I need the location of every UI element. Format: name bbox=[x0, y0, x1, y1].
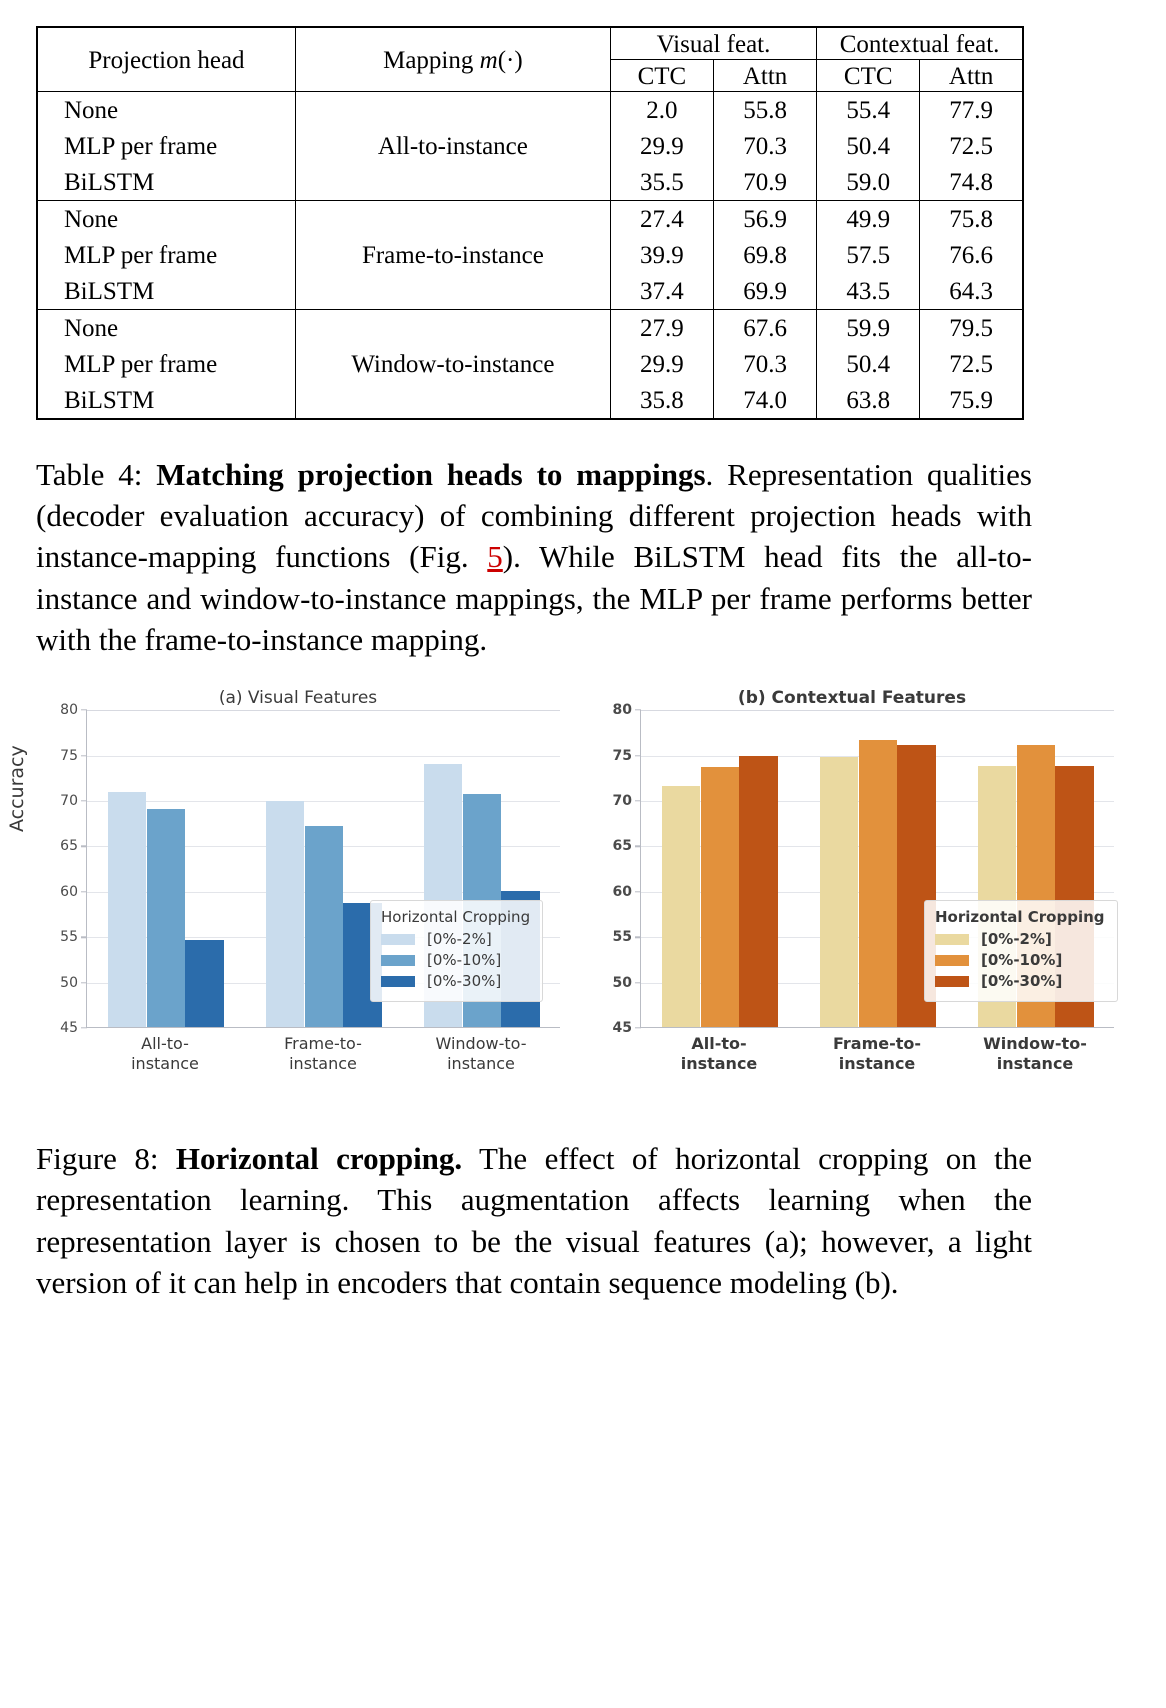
x-axis-tick-label bbox=[802, 1034, 952, 1073]
cell-visual-attn: 55.8 bbox=[714, 92, 817, 129]
y-axis-tick-label: 80 bbox=[60, 702, 78, 719]
table-row bbox=[37, 201, 1023, 238]
header-visual-attn: Attn bbox=[714, 60, 817, 92]
cell-projection-head: None bbox=[37, 201, 295, 238]
x-axis-tick-line: instance bbox=[680, 1053, 758, 1073]
y-axis-tick-label: 55 bbox=[612, 929, 632, 946]
y-axis-tick-label: 45 bbox=[60, 1020, 78, 1037]
cell-visual-ctc: 27.9 bbox=[610, 310, 713, 347]
x-axis-tick-label bbox=[644, 1034, 794, 1073]
legend-title: Horizontal Cropping bbox=[935, 908, 1105, 927]
figure-caption-title: Horizontal cropping. bbox=[175, 1141, 463, 1177]
cell-contextual-ctc: 55.4 bbox=[817, 92, 920, 129]
x-axis-tick-line: Window-to- bbox=[435, 1034, 527, 1054]
cell-contextual-attn: 74.8 bbox=[920, 164, 1023, 201]
figure-8-caption bbox=[36, 1138, 1032, 1303]
legend-item[interactable] bbox=[381, 972, 530, 990]
cell-contextual-ctc: 59.0 bbox=[817, 164, 920, 201]
y-axis-tick-mark bbox=[81, 891, 87, 892]
cell-visual-ctc: 39.9 bbox=[610, 237, 713, 273]
legend-swatch-icon bbox=[935, 976, 969, 987]
cell-contextual-ctc: 59.9 bbox=[817, 310, 920, 347]
chart-a-title: (a) Visual Features bbox=[218, 688, 378, 709]
cell-visual-ctc: 37.4 bbox=[610, 273, 713, 310]
table-4-caption bbox=[36, 454, 1032, 660]
x-axis-tick-line: Frame-to- bbox=[284, 1034, 362, 1054]
y-axis-tick-label: 75 bbox=[612, 747, 632, 764]
cell-contextual-attn: 75.8 bbox=[920, 201, 1023, 238]
cell-visual-attn: 70.3 bbox=[714, 346, 817, 382]
cell-projection-head: BiLSTM bbox=[37, 164, 295, 201]
gridline bbox=[641, 710, 1114, 711]
legend-swatch-icon bbox=[381, 955, 415, 966]
cell-visual-attn: 67.6 bbox=[714, 310, 817, 347]
x-axis-tick-line: instance bbox=[131, 1053, 199, 1073]
x-axis-tick-line: All-to- bbox=[141, 1034, 189, 1054]
x-axis-tick-line: Window-to- bbox=[983, 1034, 1087, 1054]
legend-title: Horizontal Cropping bbox=[381, 908, 531, 927]
cell-visual-ctc: 29.9 bbox=[610, 128, 713, 164]
header-projection-head: Projection head bbox=[37, 27, 295, 92]
cell-contextual-ctc: 49.9 bbox=[817, 201, 920, 238]
header-group-contextual: Contextual feat. bbox=[817, 27, 1023, 60]
chart-panel-contextual-features bbox=[572, 682, 1132, 1112]
cell-contextual-ctc: 57.5 bbox=[817, 237, 920, 273]
cell-contextual-attn: 72.5 bbox=[920, 346, 1023, 382]
cell-visual-ctc: 35.5 bbox=[610, 164, 713, 201]
cell-mapping: Window-to-instance bbox=[295, 310, 610, 420]
x-axis-tick-label bbox=[960, 1034, 1110, 1073]
y-axis-tick-mark bbox=[81, 937, 87, 938]
x-axis-tick-line: instance bbox=[838, 1053, 916, 1073]
header-mapping: Mapping m(·) bbox=[295, 27, 610, 92]
bar bbox=[266, 801, 304, 1027]
legend-swatch-icon bbox=[381, 934, 415, 945]
y-axis-tick-mark bbox=[81, 1027, 87, 1028]
cell-visual-ctc: 35.8 bbox=[610, 382, 713, 419]
chart-b-title: (b) Contextual Features bbox=[737, 688, 967, 709]
y-axis-tick-mark bbox=[635, 982, 641, 983]
x-axis-tick-label bbox=[406, 1034, 556, 1073]
y-axis-tick-mark bbox=[635, 800, 641, 801]
legend-swatch-icon bbox=[935, 955, 969, 966]
cell-projection-head: MLP per frame bbox=[37, 237, 295, 273]
legend-item[interactable] bbox=[381, 951, 530, 969]
cell-visual-ctc: 27.4 bbox=[610, 201, 713, 238]
cell-contextual-ctc: 63.8 bbox=[817, 382, 920, 419]
legend-label: [0%-30%] bbox=[981, 972, 1063, 991]
y-axis-tick-label: 50 bbox=[612, 974, 632, 991]
legend-swatch-icon bbox=[935, 934, 969, 945]
legend-label: [0%-2%] bbox=[981, 930, 1052, 949]
y-axis-tick-label: 60 bbox=[60, 883, 78, 900]
header-visual-ctc: CTC bbox=[610, 60, 713, 92]
table-header-row-1 bbox=[37, 27, 1023, 60]
legend-label: [0%-10%] bbox=[981, 951, 1063, 970]
cell-projection-head: MLP per frame bbox=[37, 346, 295, 382]
cell-contextual-ctc: 50.4 bbox=[817, 128, 920, 164]
legend-label: [0%-30%] bbox=[427, 972, 502, 991]
chart-a-legend[interactable] bbox=[370, 900, 543, 1002]
bar bbox=[701, 767, 739, 1027]
cell-contextual-attn: 77.9 bbox=[920, 92, 1023, 129]
bar bbox=[859, 740, 897, 1027]
y-axis-tick-label: 70 bbox=[60, 792, 78, 809]
y-axis-tick-mark bbox=[81, 982, 87, 983]
cell-projection-head: BiLSTM bbox=[37, 273, 295, 310]
cell-contextual-attn: 79.5 bbox=[920, 310, 1023, 347]
x-axis-tick-line: All-to- bbox=[691, 1034, 747, 1054]
table-4-container bbox=[0, 0, 1166, 420]
x-axis-tick-line: instance bbox=[996, 1053, 1074, 1073]
header-contextual-attn: Attn bbox=[920, 60, 1023, 92]
bar bbox=[305, 826, 343, 1027]
table-row bbox=[37, 92, 1023, 129]
y-axis-tick-mark bbox=[635, 709, 641, 710]
cell-contextual-ctc: 50.4 bbox=[817, 346, 920, 382]
legend-label: [0%-10%] bbox=[427, 951, 502, 970]
cell-projection-head: None bbox=[37, 92, 295, 129]
x-axis-tick-label bbox=[248, 1034, 398, 1073]
x-axis-tick-line: Frame-to- bbox=[832, 1034, 922, 1054]
legend-item[interactable] bbox=[935, 951, 1105, 969]
y-axis-tick-mark bbox=[81, 800, 87, 801]
x-axis-tick-line: instance bbox=[289, 1053, 357, 1073]
figure-caption-label: Figure 8: bbox=[36, 1141, 159, 1177]
header-contextual-ctc: CTC bbox=[817, 60, 920, 92]
figure-8 bbox=[0, 682, 1166, 1112]
cell-contextual-attn: 72.5 bbox=[920, 128, 1023, 164]
table-caption-body-2: ). While BiLSTM head fits the all-to-instance and window-to-instance mappings, the MLP per frame performs better with the frame-to-instance mapping. bbox=[36, 539, 1032, 657]
legend-item[interactable] bbox=[935, 930, 1105, 948]
y-axis-tick-label: 80 bbox=[612, 702, 632, 719]
bar bbox=[739, 756, 777, 1027]
legend-swatch-icon bbox=[381, 976, 415, 987]
cell-visual-attn: 70.3 bbox=[714, 128, 817, 164]
y-axis-tick-label: 60 bbox=[612, 883, 632, 900]
legend-label: [0%-2%] bbox=[427, 930, 492, 949]
y-axis-tick-label: 55 bbox=[60, 929, 78, 946]
table-caption-body-1: . Representation qualities (decoder evaluation accuracy) of combining different projection heads with instance-mapping functions (Fig. bbox=[36, 457, 1032, 575]
table-4 bbox=[36, 26, 1024, 420]
y-axis-tick-mark bbox=[635, 846, 641, 847]
cell-contextual-attn: 64.3 bbox=[920, 273, 1023, 310]
y-axis-tick-mark bbox=[81, 755, 87, 756]
table-row bbox=[37, 310, 1023, 347]
legend-item[interactable] bbox=[381, 930, 530, 948]
y-axis-tick-label: 65 bbox=[612, 838, 632, 855]
chart-a-y-axis-label: Accuracy bbox=[6, 745, 28, 833]
figure-5-reference-link[interactable]: 5 bbox=[487, 539, 503, 575]
x-axis-tick-label bbox=[90, 1034, 240, 1073]
bar bbox=[147, 809, 185, 1027]
cell-visual-attn: 69.8 bbox=[714, 237, 817, 273]
y-axis-tick-mark bbox=[635, 891, 641, 892]
chart-b-legend[interactable] bbox=[924, 900, 1118, 1002]
chart-panel-visual-features bbox=[6, 682, 578, 1112]
cell-projection-head: BiLSTM bbox=[37, 382, 295, 419]
cell-mapping: All-to-instance bbox=[295, 92, 610, 201]
y-axis-tick-label: 65 bbox=[60, 838, 78, 855]
bar bbox=[185, 940, 223, 1027]
cell-contextual-attn: 75.9 bbox=[920, 382, 1023, 419]
cell-visual-ctc: 29.9 bbox=[610, 346, 713, 382]
bar bbox=[820, 757, 858, 1027]
cell-contextual-attn: 76.6 bbox=[920, 237, 1023, 273]
cell-visual-ctc: 2.0 bbox=[610, 92, 713, 129]
y-axis-tick-mark bbox=[81, 846, 87, 847]
y-axis-tick-label: 45 bbox=[612, 1020, 632, 1037]
bar bbox=[108, 792, 146, 1027]
gridline bbox=[87, 710, 560, 711]
y-axis-tick-label: 50 bbox=[60, 974, 78, 991]
y-axis-tick-mark bbox=[635, 937, 641, 938]
cell-visual-attn: 56.9 bbox=[714, 201, 817, 238]
header-group-visual: Visual feat. bbox=[610, 27, 816, 60]
cell-visual-attn: 74.0 bbox=[714, 382, 817, 419]
y-axis-tick-mark bbox=[635, 1027, 641, 1028]
y-axis-tick-mark bbox=[635, 755, 641, 756]
cell-mapping: Frame-to-instance bbox=[295, 201, 610, 310]
y-axis-tick-label: 70 bbox=[612, 792, 632, 809]
x-axis-tick-line: instance bbox=[447, 1053, 515, 1073]
y-axis-tick-mark bbox=[81, 709, 87, 710]
table-caption-label: Table 4: bbox=[36, 457, 143, 492]
cell-visual-attn: 69.9 bbox=[714, 273, 817, 310]
table-caption-title: Matching projection heads to mappings bbox=[156, 457, 706, 492]
cell-contextual-ctc: 43.5 bbox=[817, 273, 920, 310]
cell-projection-head: MLP per frame bbox=[37, 128, 295, 164]
bar bbox=[662, 786, 700, 1027]
gridline bbox=[87, 756, 560, 757]
y-axis-tick-label: 75 bbox=[60, 747, 78, 764]
cell-visual-attn: 70.9 bbox=[714, 164, 817, 201]
figure-caption-body: The effect of horizontal cropping on the representation learning. This augmentation affects learning when the representation layer is chosen to be the visual features (a); however, a light version of it can help in encoders that contain sequence modeling (b). bbox=[36, 1141, 1033, 1300]
cell-projection-head: None bbox=[37, 310, 295, 347]
legend-item[interactable] bbox=[935, 972, 1105, 990]
